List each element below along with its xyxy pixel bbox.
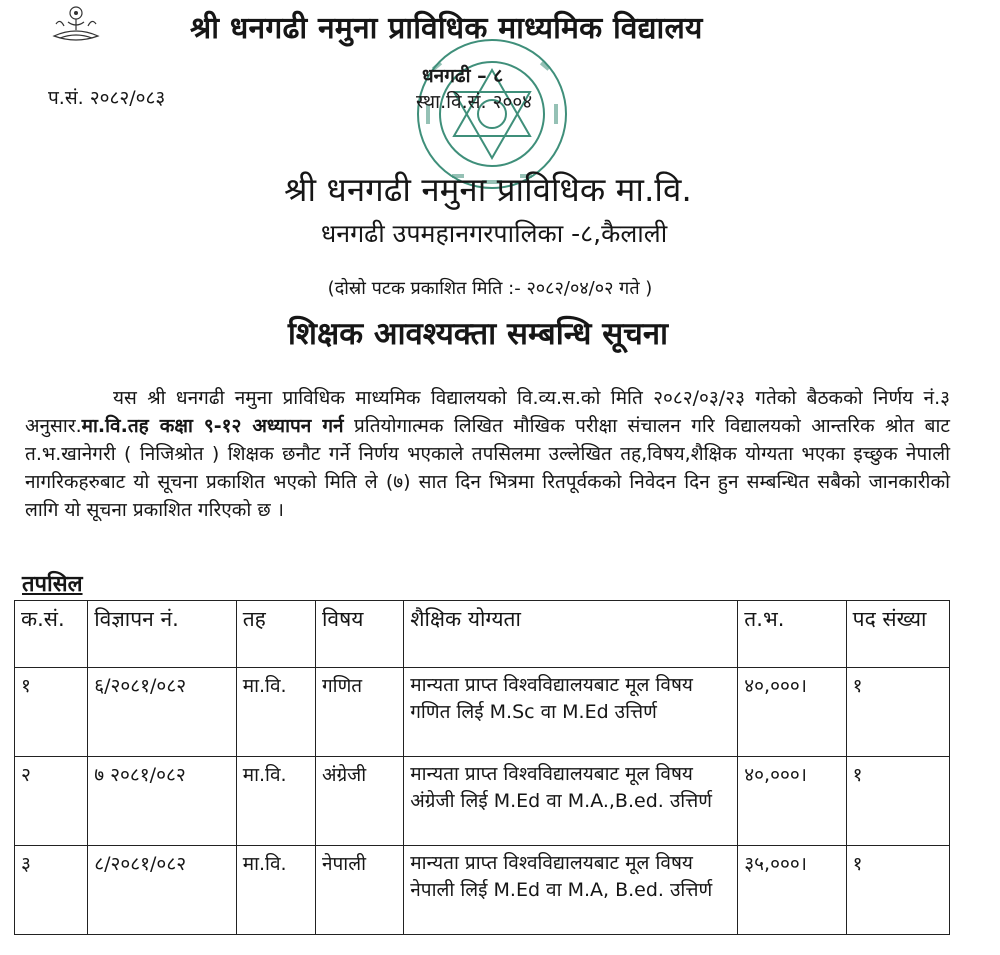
cell-sn: १ — [15, 668, 88, 757]
cell-sn: २ — [15, 757, 88, 846]
cell-adv-no: ७ २०८१/०८२ — [88, 757, 236, 846]
column-header-level: तह — [236, 601, 315, 668]
cell-subject: अंग्रेजी — [315, 757, 403, 846]
cell-pay: ३५,०००। — [738, 846, 846, 935]
school-full-title: श्री धनगढी नमुना प्राविधिक माध्यमिक विद्यालय — [190, 11, 703, 46]
table-header-row — [15, 601, 950, 668]
column-header-pay: त.भ. — [738, 601, 846, 668]
goddess-emblem-icon — [46, 4, 106, 44]
cell-subject: गणित — [315, 668, 403, 757]
notice-body-bold: मा.वि.तह कक्षा ९-१२ अध्यापन गर्न — [81, 415, 344, 437]
cell-posts: १ — [846, 757, 949, 846]
cell-qualification: मान्यता प्राप्त विश्वविद्यालयबाट मूल विषय नेपाली लिई M.Ed वा M.A, B.ed. उत्तिर्ण — [404, 846, 738, 935]
table-row — [15, 668, 950, 757]
column-header-sn: क.सं. — [15, 601, 88, 668]
cell-level: मा.वि. — [236, 846, 315, 935]
vacancy-table — [14, 600, 950, 935]
cell-posts: १ — [846, 668, 949, 757]
table-row — [15, 757, 950, 846]
cell-subject: नेपाली — [315, 846, 403, 935]
notice-body-part2: प्रतियोगात्मक लिखित मौखिक परीक्षा संचालन गरि विद्यालयको आन्तरिक श्रोत बाट त.भ.खानेगरी ( निजिश्रोत ) शिक्षक छनौट गर्ने निर्णय भएकाले तपसिलमा उल्लेखित तह,विषय,शैक्षिक योग्यता भएका इच्छुक नेपाली नागरिकहरुबाट यो सूचना प्रकाशित भएको मिति ले (७) सात दिन भित्रमा रितपूर्वकको निवेदन दिन हुन सम्बन्धित सबैको जानकारीको लागि यो सूचना प्रकाशित गरिएको छ । — [25, 415, 950, 521]
cell-qualification: मान्यता प्राप्त विश्वविद्यालयबाट मूल विषय गणित लिई M.Sc वा M.Ed उत्तिर्ण — [404, 668, 738, 757]
cell-adv-no: ६/२०८१/०८२ — [88, 668, 236, 757]
school-address: धनगढी उपमहानगरपालिका -८,कैलाली — [320, 219, 668, 248]
notice-body — [25, 384, 950, 524]
cell-level: मा.वि. — [236, 757, 315, 846]
cell-level: मा.वि. — [236, 668, 315, 757]
table-row — [15, 846, 950, 935]
cell-posts: १ — [846, 846, 949, 935]
column-header-adv-no: विज्ञापन नं. — [88, 601, 236, 668]
column-header-posts: पद संख्या — [846, 601, 949, 668]
cell-sn: ३ — [15, 846, 88, 935]
cell-qualification: मान्यता प्राप्त विश्वविद्यालयबाट मूल विषय अंग्रेजी लिई M.Ed वा M.A.,B.ed. उत्तिर्ण — [404, 757, 738, 846]
cell-pay: ४०,०००। — [738, 757, 846, 846]
stamp-establishment-text: स्था.वि.सं. २००४ — [416, 91, 533, 113]
stamp-location-text: धनगढी – ८ — [422, 65, 504, 87]
details-heading: तपसिल — [22, 572, 83, 597]
notice-title: शिक्षक आवश्यक्ता सम्बन्धि सूचना — [287, 316, 669, 352]
notice-body-part1: यस श्री धनगढी नमुना प्राविधिक माध्यमिक विद्यालयको वि.व्य.स.को मिति २०८२/०३/२३ गतेको बैठकको निर्णय नं.३ अनुसार. — [25, 387, 950, 437]
school-name: श्री धनगढी नमुना प्राविधिक मा.वि. — [284, 170, 692, 209]
publish-date: (दोस्रो पटक प्रकाशित मिति :- २०८२/०४/०२ गते ) — [327, 278, 653, 299]
cell-pay: ४०,०००। — [738, 668, 846, 757]
cell-adv-no: ८/२०८१/०८२ — [88, 846, 236, 935]
column-header-subject: विषय — [315, 601, 403, 668]
column-header-qualification: शैक्षिक योग्यता — [404, 601, 738, 668]
reference-number: प.सं. २०८२/०८३ — [48, 87, 166, 109]
